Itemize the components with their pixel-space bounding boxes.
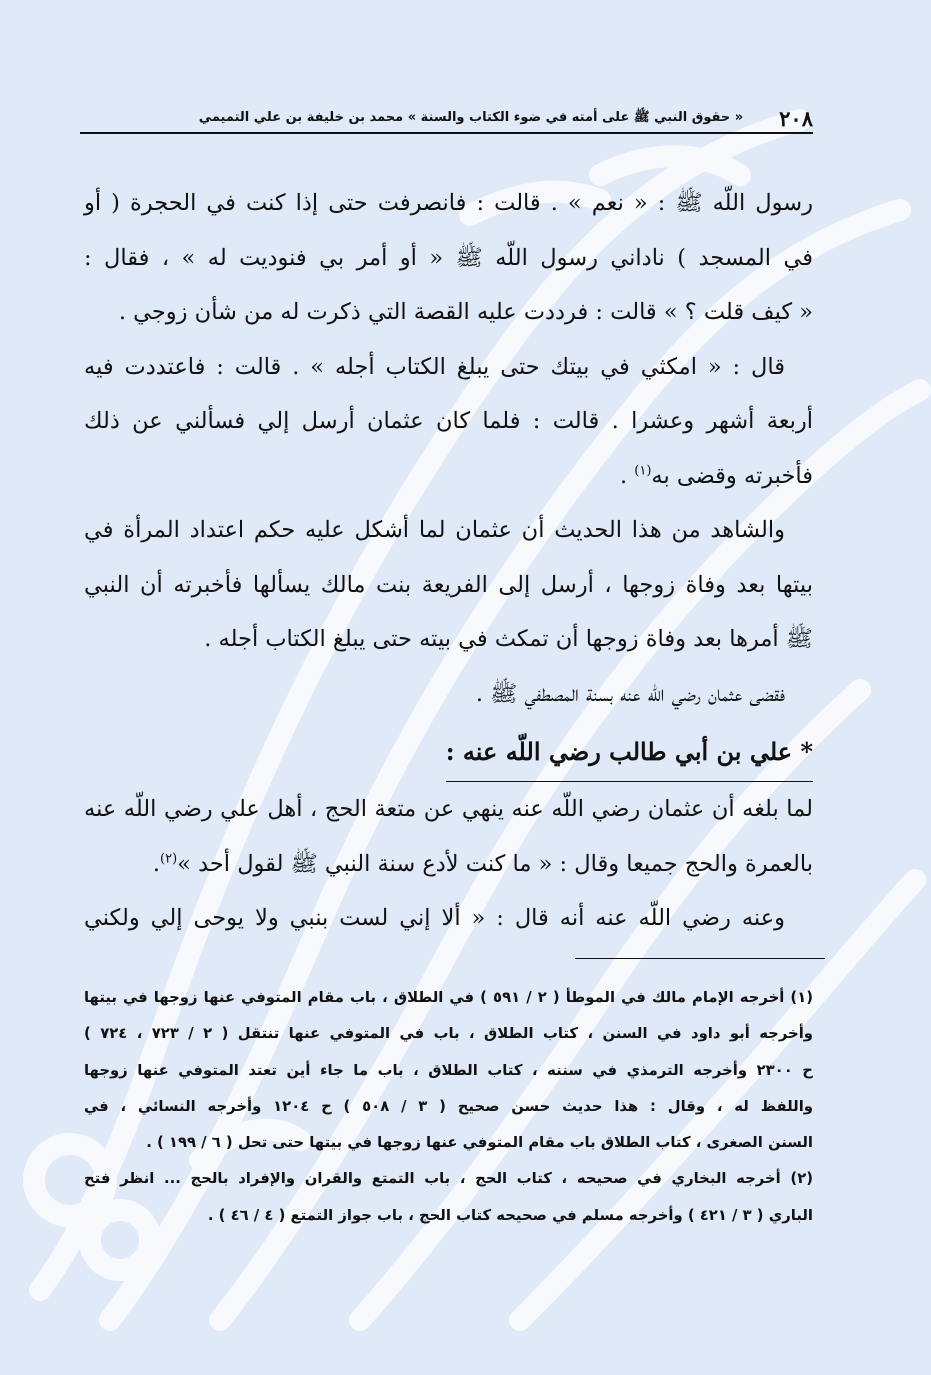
footnote-line: (٢) أخرجه البخاري في صحيحه ، كتاب الحج ، باب التمتع والقران والإفراد بالحج ... انظر فتح bbox=[84, 1170, 813, 1188]
text-line bbox=[84, 837, 813, 892]
page-number: ٢٠٨ bbox=[779, 105, 813, 131]
footnote-ref-2[interactable]: (٢) bbox=[160, 851, 178, 866]
text-line: « كيف قلت ؟ » قالت : فرددت عليه القصة التي ذكرت له من شأن زوجي . bbox=[118, 299, 813, 325]
text-line: وعنه رضي اللّه عنه أنه قال : « ألا إني لست بنبي ولا يوحى إلي ولكني bbox=[84, 905, 785, 931]
footnote-divider bbox=[575, 958, 825, 959]
section-heading: * علي بن أبي طالب رضي اللّه عنه : bbox=[446, 723, 813, 782]
footnote-line: واللفظ له ، وقال : هذا حديث حسن صحيح ( ٣ / ٥٠٨ ) ح ١٢٠٤ وأخرجه النسائي ، في bbox=[84, 1097, 813, 1115]
text-run: فأخبرته وقضى به bbox=[651, 462, 813, 489]
footnote-line: السنن الصغرى ، كتاب الطلاق باب مقام المتوفي عنها زوجها في بيتها حتى تحل ( ٦ / ١٩٩ ) . bbox=[146, 1134, 813, 1152]
text-line: أربعة أشهر وعشرا . قالت : فلما كان عثمان أرسل إلي فسألني عن ذلك bbox=[84, 408, 813, 434]
paragraph bbox=[84, 667, 813, 722]
text-run: . bbox=[152, 850, 161, 877]
text-line bbox=[84, 449, 813, 504]
running-title: « حقوق النبي ﷺ على أمته في ضوء الكتاب والسنة » محمد بن خليفة بن علي التميمي bbox=[198, 109, 744, 125]
header-divider bbox=[80, 132, 813, 134]
paragraph bbox=[84, 891, 813, 946]
paragraph bbox=[84, 340, 813, 504]
paragraph bbox=[84, 176, 813, 340]
footnote-line: ح ٢٣٠٠ وأخرجه الترمذي في سننه ، كتاب الطلاق ، باب ما جاء أين تعتد المتوفي عنها زوجها bbox=[84, 1061, 813, 1079]
paragraph bbox=[84, 503, 813, 667]
footnote-line: الباري ( ٣ / ٤٢١ ) وأخرجه مسلم في صحيحه كتاب الحج ، باب جواز التمتع ( ٤ / ٤٦ ) . bbox=[207, 1206, 813, 1224]
page-header bbox=[80, 100, 813, 136]
text-line: بيتها بعد وفاة زوجها ، أرسل إلى الفريعة بنت مالك يسألها فأخبرته أن النبي bbox=[84, 571, 813, 598]
text-line: والشاهد من هذا الحديث أن عثمان لما أشكل عليه حكم اعتداد المرأة في bbox=[84, 517, 785, 543]
footnotes bbox=[84, 980, 813, 1234]
footnote-line: وأخرجه أبو داود في السنن ، كتاب الطلاق ، باب في المتوفي عنها تنتقل ( ٢ / ٧٢٣ ، ٧٢٤ ) bbox=[84, 1025, 813, 1043]
section-heading-wrapper bbox=[84, 721, 813, 782]
text-line: فقضى عثمان رضي اللّه عنه بسنة المصطفي ﷺ . bbox=[475, 680, 785, 707]
text-run: . bbox=[619, 462, 635, 489]
text-run: بالعمرة والحج جميعا وقال : « ما كنت لأدع سنة النبي ﷺ لقول أحد » bbox=[177, 850, 813, 877]
footnote-ref-1[interactable]: (١) bbox=[634, 463, 652, 478]
main-text bbox=[84, 176, 813, 946]
text-line: ﷺ أمرها بعد وفاة زوجها أن تمكث في بيته حتى يبلغ الكتاب أجله . bbox=[204, 626, 813, 652]
footnote-line: (١) أخرجه الإمام مالك في الموطأ ( ٢ / ٥٩١ ) في الطلاق ، باب مقام المتوفي عنها زوجها في بيتها bbox=[84, 989, 813, 1006]
text-line: لما بلغه أن عثمان رضي اللّه عنه ينهي عن متعة الحج ، أهل علي رضي اللّه عنه bbox=[84, 796, 813, 822]
text-line: رسول اللّه ﷺ : « نعم » . قالت : فانصرفت حتى إذا كنت في الحجرة ( أو bbox=[84, 190, 813, 216]
text-line: في المسجد ) ناداني رسول اللّه ﷺ « أو أمر بي فنوديت له » ، فقال : bbox=[84, 244, 813, 271]
text-line: قال : « امكثي في بيتك حتى يبلغ الكتاب أجله » . قالت : فاعتددت فيه bbox=[84, 353, 785, 380]
paragraph bbox=[84, 782, 813, 891]
